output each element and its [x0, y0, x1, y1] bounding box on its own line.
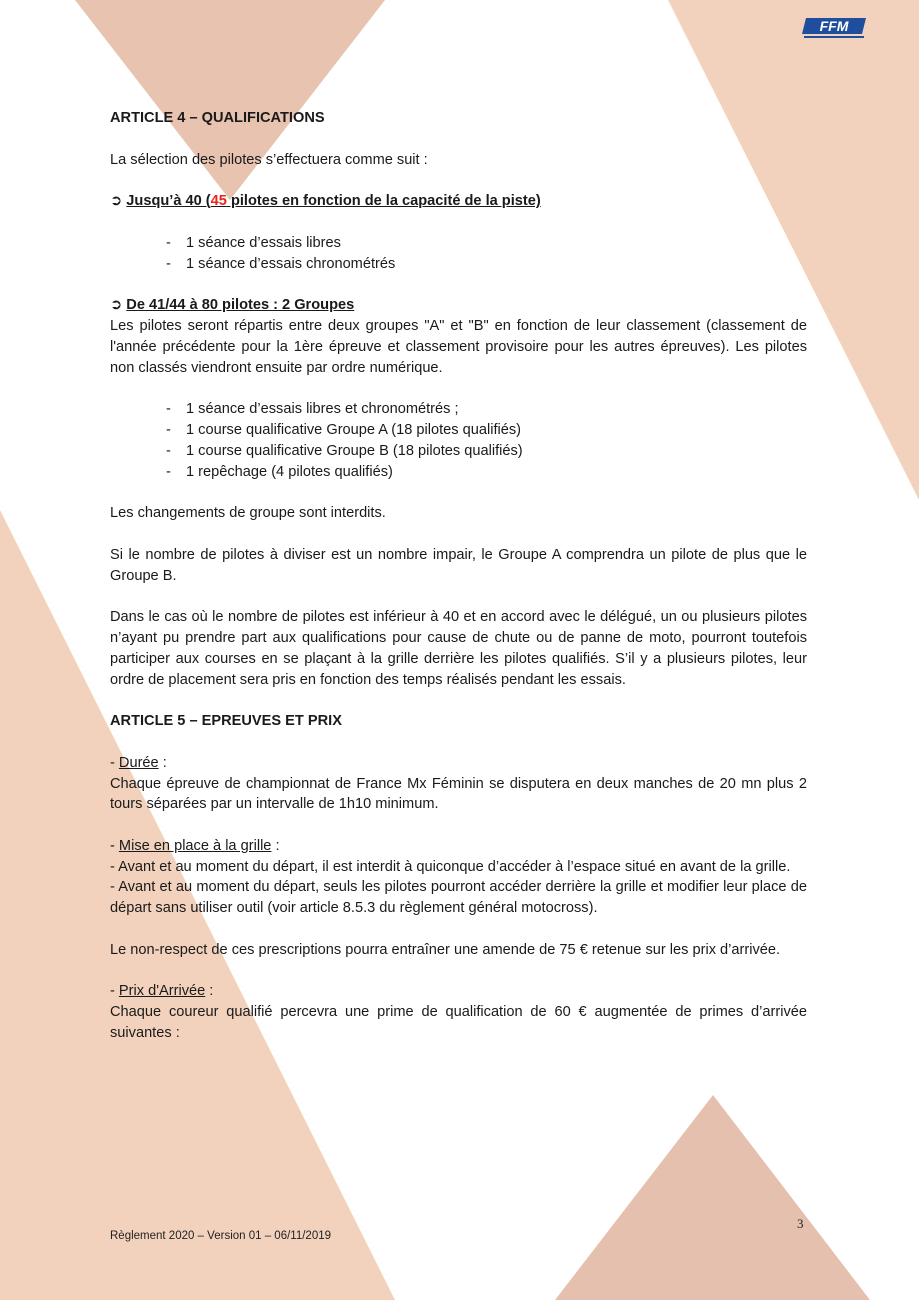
- group1-heading: ➲ Jusqu’à 40 (45 pilotes en fonction de la capacité de la piste): [110, 193, 541, 210]
- list-item: - 1 séance d’essais chronométrés: [166, 254, 807, 275]
- amende-paragraph: Le non-respect de ces prescriptions pourra entraîner une amende de 75 € retenue sur les prix d’arrivée.: [110, 941, 781, 958]
- group1-list: [110, 233, 807, 275]
- bottom-right-triangle: [555, 1095, 870, 1300]
- grille-rule-1: - Avant et au moment du départ, il est interdit à quiconque d’accéder à l’espace situé en avant de la grille.: [110, 858, 791, 875]
- prix-heading: - Prix d'Arrivée :: [110, 983, 214, 1000]
- odd-number-paragraph: Si le nombre de pilotes à diviser est un nombre impair, le Groupe A comprendra un pilote de plus que le Groupe B.: [110, 546, 807, 584]
- list-item: - 1 séance d’essais libres: [166, 233, 807, 254]
- list-item: - 1 repêchage (4 pilotes qualifiés): [166, 462, 807, 483]
- capacity-red-number: 45: [210, 193, 227, 210]
- logo-text: FFM: [819, 18, 849, 34]
- footer-version: Règlement 2020 – Version 01 – 06/11/2019: [110, 1230, 332, 1242]
- document-body: [110, 108, 807, 1044]
- changes-paragraph: Les changements de groupe sont interdits.: [110, 505, 386, 522]
- list-item: - 1 séance d’essais libres et chronométrés ;: [166, 399, 807, 420]
- page-number: 3: [797, 1216, 804, 1231]
- duree-text: Chaque épreuve de championnat de France Mx Féminin se disputera en deux manches de 20 mn plus 2 tours séparées par un intervalle de 1h10 minimum.: [110, 775, 807, 813]
- arrow-icon: ➲: [110, 297, 123, 314]
- grille-rule-2: - Avant et au moment du départ, seuls les pilotes pourront accéder derrière la grille et modifier leur place de départ sans utiliser outil (voir article 8.5.3 du règlement général motocross).: [110, 879, 807, 917]
- duree-heading: - Durée :: [110, 754, 167, 771]
- list-item: - 1 course qualificative Groupe A (18 pilotes qualifiés): [166, 420, 807, 441]
- under-40-paragraph: Dans le cas où le nombre de pilotes est inférieur à 40 et en accord avec le délégué, un ou plusieurs pilotes n’ayant pu prendre part aux qualifications pour cause de chute ou de panne de moto, pourront toutefois participer aux courses en se plaçant à la grille derrière les pilotes qualifiés. S’il y a plusieurs pilotes, leur ordre de placement sera pris en fonction des temps réalisés pendant les essais.: [110, 609, 807, 688]
- group2-text: Les pilotes seront répartis entre deux groupes "A" et "B" en fonction de leur classement (classement de l'année précédente pour la 1ère épreuve et classement provisoire pour les autres épreuves). Les pilotes non classés viendront ensuite par ordre numérique.: [110, 317, 807, 376]
- article5-title: ARTICLE 5 – EPREUVES ET PRIX: [110, 713, 342, 730]
- arrow-icon: ➲: [110, 193, 123, 210]
- ffm-logo: [800, 16, 868, 42]
- grille-heading: - Mise en place à la grille :: [110, 837, 280, 854]
- list-item: - 1 course qualificative Groupe B (18 pilotes qualifiés): [166, 441, 807, 462]
- group2-list: [110, 399, 807, 482]
- group2-heading: ➲ De 41/44 à 80 pilotes : 2 Groupes: [110, 297, 355, 314]
- prix-text: Chaque coureur qualifié percevra une prime de qualification de 60 € augmentée de primes d’arrivée suivantes :: [110, 1004, 807, 1042]
- article4-intro: La sélection des pilotes s’effectuera comme suit :: [110, 151, 428, 168]
- article4-title: ARTICLE 4 – QUALIFICATIONS: [110, 110, 325, 126]
